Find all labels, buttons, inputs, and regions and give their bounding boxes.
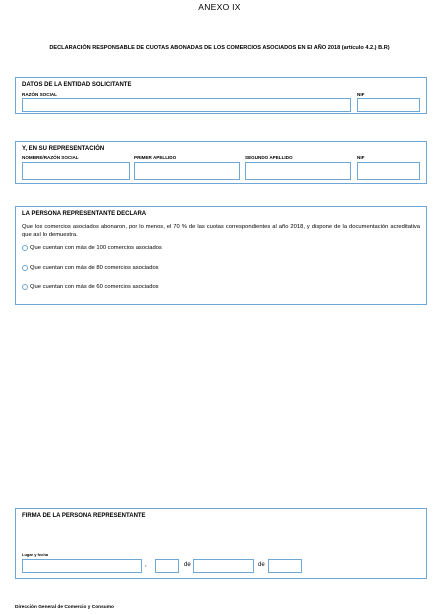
radio-icon[interactable] (22, 284, 28, 290)
year-field[interactable] (268, 559, 302, 573)
option-80[interactable] (22, 265, 159, 271)
surname1-label: PRIMER APELLIDO (134, 155, 177, 160)
razon-social-field[interactable] (22, 98, 351, 112)
comma-separator: , (145, 562, 147, 568)
option-label: Que cuentan con más de 100 comercios asociados (30, 245, 162, 251)
declaration-section (15, 206, 427, 305)
surname2-label: SEGUNDO APELLIDO (245, 155, 293, 160)
day-field[interactable] (155, 559, 179, 573)
surname1-field[interactable] (134, 162, 240, 180)
rep-nif-field[interactable] (357, 162, 420, 180)
razon-social-label: RAZÓN SOCIAL (22, 92, 57, 97)
option-60[interactable] (22, 284, 159, 290)
entity-section-title: DATOS DE LA ENTIDAD SOLICITANTE (22, 82, 132, 88)
declaration-section-title: LA PERSONA REPRESENTANTE DECLARA (22, 211, 147, 217)
footer-text: Dirección General de Comercio y Consumo (15, 605, 114, 610)
place-field[interactable] (22, 559, 142, 573)
de-separator-1: de (184, 562, 191, 568)
entity-section (15, 77, 427, 114)
signature-section-title: FIRMA DE LA PERSONA REPRESENTANTE (22, 513, 146, 519)
signature-section (15, 508, 427, 579)
radio-icon[interactable] (22, 265, 28, 271)
name-label: NOMBRE/RAZÓN SOCIAL (22, 155, 79, 160)
declaration-text: Que los comercios asociados abonaron, por lo menos, el 70 % de las cuotas correspondientes al año 2018, y dispone de la documentación acreditativa que así lo demuestra. (22, 224, 420, 238)
de-separator-2: de (258, 562, 265, 568)
annex-heading: ANEXO IX (198, 2, 241, 12)
radio-icon[interactable] (22, 245, 28, 251)
place-date-label: Lugar y fecha (22, 552, 49, 557)
option-label: Que cuentan con más de 80 comercios asociados (30, 265, 159, 271)
surname2-field[interactable] (245, 162, 351, 180)
nif-label: NIF (357, 92, 365, 97)
representation-section-title: Y, EN SU REPRESENTACIÓN (22, 146, 105, 152)
name-field[interactable] (22, 162, 130, 180)
rep-nif-label: NIF (357, 155, 365, 160)
option-100[interactable] (22, 245, 162, 251)
option-label: Que cuentan con más de 60 comercios asociados (30, 284, 159, 290)
nif-field[interactable] (357, 98, 420, 112)
document-title: DECLARACIÓN RESPONSABLE DE CUOTAS ABONADAS DE LOS COMERCIOS ASOCIADOS EN El AÑO 2018 (artículo 4.2.) B.R) (49, 45, 390, 51)
month-field[interactable] (193, 559, 254, 573)
representation-section (15, 141, 427, 184)
